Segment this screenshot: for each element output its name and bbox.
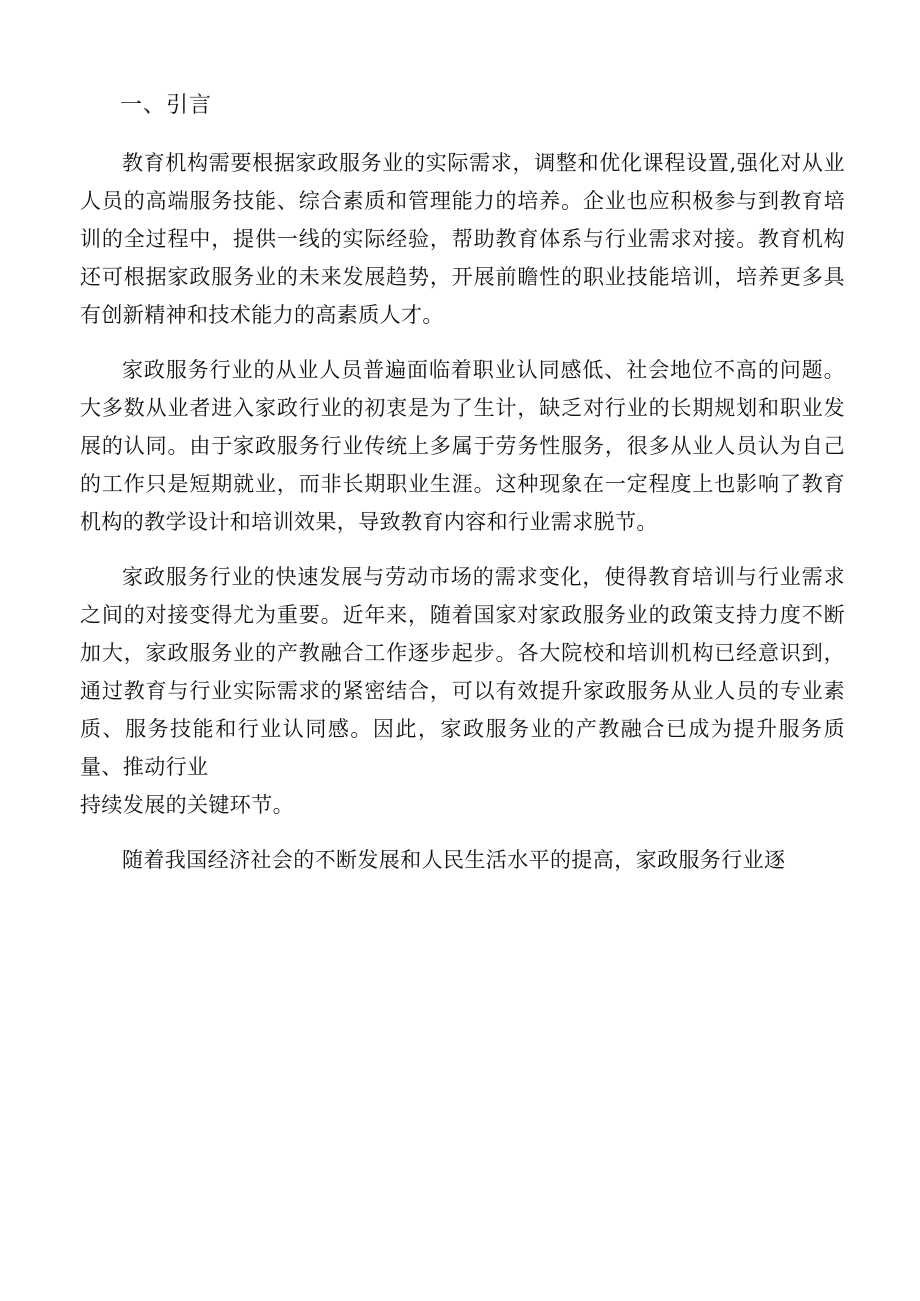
document-page xyxy=(80,86,845,879)
paragraph-3: 家政服务行业的快速发展与劳动市场的需求变化，使得教育培训与行业需求之间的对接变得尤为重要。近年来，随着国家对家政服务业的政策支持力度不断加大，家政服务业的产教融合工作逐步起步。各大院校和培训机构已经意识到，通过教育与行业实际需求的紧密结合，可以有效提升家政服务从业人员的专业素质、服务技能和行业认同感。因此，家政服务业的产教融合已成为提升服务质量、推动行业 xyxy=(80,565,845,779)
paragraph-4: 随着我国经济社会的不断发展和人民生活水平的提高，家政服务行业逐 xyxy=(122,848,786,872)
paragraph-1: 教育机构需要根据家政服务业的实际需求，调整和优化课程设置,强化对从业人员的高端服务技能、综合素质和管理能力的培养。企业也应积极参与到教育培训的全过程中，提供一线的实际经验，帮助教育体系与行业需求对接。教育机构还可根据家政服务业的未来发展趋势，开展前瞻性的职业技能培训，培养更多具有创新精神和技术能力的高素质人才。 xyxy=(80,151,845,327)
paragraph-3-continuation: 持续发展的关键环节。 xyxy=(80,793,294,817)
paragraph-2: 家政服务行业的从业人员普遍面临着职业认同感低、社会地位不高的问题。大多数从业者进入家政行业的初衷是为了生计，缺乏对行业的长期规划和职业发展的认同。由于家政服务行业传统上多属于劳务性服务，很多从业人员认为自己的工作只是短期就业，而非长期职业生涯。这种现象在一定程度上也影响了教育机构的教学设计和培训效果，导致教育内容和行业需求脱节。 xyxy=(80,358,845,534)
section-heading: 一、引言 xyxy=(120,93,213,118)
